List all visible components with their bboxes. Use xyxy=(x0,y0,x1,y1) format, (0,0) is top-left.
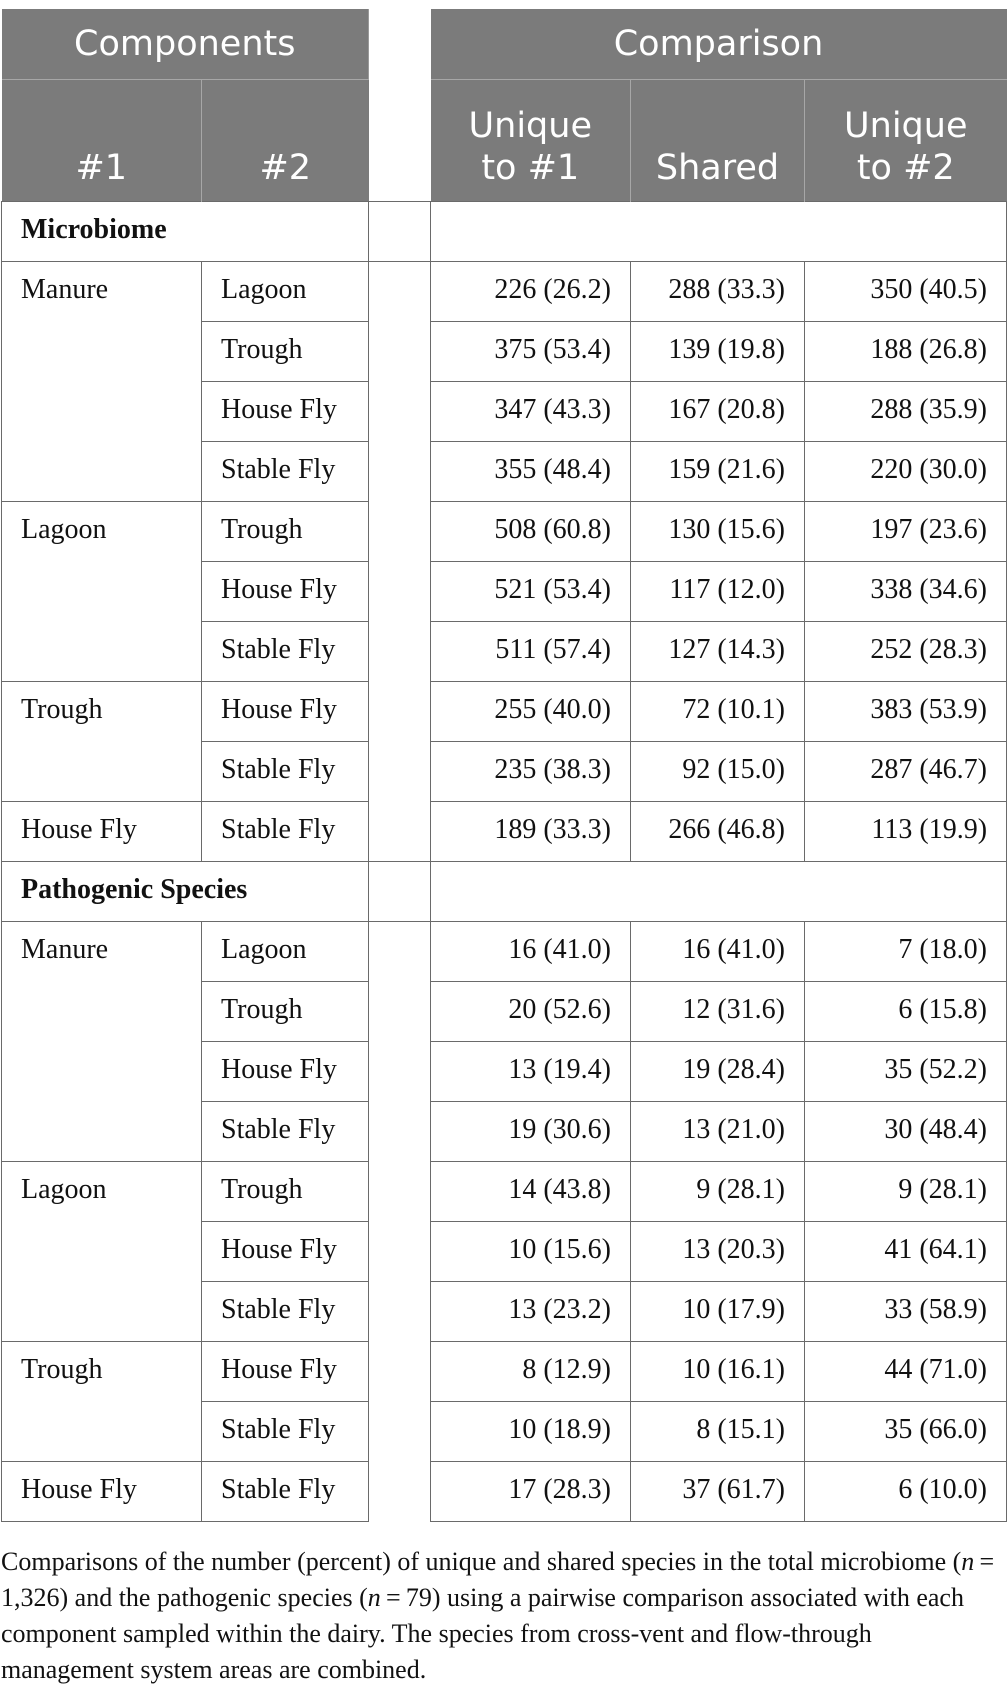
shared-cell: 8 (15.1) xyxy=(631,1402,805,1462)
unique-2-cell: 6 (15.8) xyxy=(805,982,1007,1042)
component-1-cell: Trough xyxy=(2,682,202,802)
unique-1-cell: 14 (43.8) xyxy=(431,1162,631,1222)
component-2-cell: House Fly xyxy=(202,382,369,442)
component-2-cell: House Fly xyxy=(202,1342,369,1402)
gap-cell xyxy=(369,742,431,802)
gap-cell xyxy=(369,922,431,982)
unique-2-cell: 188 (26.8) xyxy=(805,322,1007,382)
gap-cell xyxy=(369,562,431,622)
component-1-cell: Lagoon xyxy=(2,502,202,682)
unique-1-cell: 355 (48.4) xyxy=(431,442,631,502)
components-header: Components xyxy=(2,9,369,80)
component-2-cell: Trough xyxy=(202,502,369,562)
component-2-cell: House Fly xyxy=(202,562,369,622)
gap-cell xyxy=(369,622,431,682)
gap-cell xyxy=(369,1342,431,1402)
shared-cell: 159 (21.6) xyxy=(631,442,805,502)
component-1-cell: Lagoon xyxy=(2,1162,202,1342)
unique-2-cell: 7 (18.0) xyxy=(805,922,1007,982)
table-header xyxy=(2,9,1007,202)
unique-2-cell: 383 (53.9) xyxy=(805,682,1007,742)
shared-cell: 16 (41.0) xyxy=(631,922,805,982)
table-footnote xyxy=(1,1544,1001,1688)
gap-cell xyxy=(369,1462,431,1522)
unique-1-cell: 13 (23.2) xyxy=(431,1282,631,1342)
unique-2-cell: 350 (40.5) xyxy=(805,262,1007,322)
shared-cell: 9 (28.1) xyxy=(631,1162,805,1222)
shared-cell: 130 (15.6) xyxy=(631,502,805,562)
component-2-cell: Stable Fly xyxy=(202,742,369,802)
section-title: Pathogenic Species xyxy=(2,862,369,922)
shared-cell: 72 (10.1) xyxy=(631,682,805,742)
unique-2-cell: 220 (30.0) xyxy=(805,442,1007,502)
footnote-text-3: = 79) using a pairwise comparison associated with each component sampled within the dairy. The species from cross-vent and flow-through management system areas are combined. xyxy=(1,1583,964,1684)
table-row xyxy=(2,1342,1007,1402)
unique-1-cell: 375 (53.4) xyxy=(431,322,631,382)
component-1-cell: Manure xyxy=(2,262,202,502)
component-2-cell: House Fly xyxy=(202,682,369,742)
gap-cell xyxy=(369,1282,431,1342)
gap-cell xyxy=(369,382,431,442)
component-2-cell: Trough xyxy=(202,982,369,1042)
unique-2-cell: 30 (48.4) xyxy=(805,1102,1007,1162)
column-header-shared: Shared xyxy=(631,80,805,202)
column-header-unique-2 xyxy=(805,80,1007,202)
unique-1-cell: 10 (18.9) xyxy=(431,1402,631,1462)
component-2-cell: Stable Fly xyxy=(202,802,369,862)
shared-cell: 37 (61.7) xyxy=(631,1462,805,1522)
table-row xyxy=(2,1462,1007,1522)
unique2-line1: Unique xyxy=(844,106,968,146)
table-body xyxy=(2,202,1007,1522)
table-row xyxy=(2,502,1007,562)
shared-cell: 117 (12.0) xyxy=(631,562,805,622)
section-filler xyxy=(431,862,1007,922)
unique-2-cell: 113 (19.9) xyxy=(805,802,1007,862)
component-2-cell: Stable Fly xyxy=(202,442,369,502)
component-1-cell: House Fly xyxy=(2,1462,202,1522)
gap-cell xyxy=(369,202,431,262)
component-2-cell: Lagoon xyxy=(202,922,369,982)
component-2-cell: House Fly xyxy=(202,1042,369,1102)
component-2-cell: Trough xyxy=(202,322,369,382)
shared-cell: 10 (17.9) xyxy=(631,1282,805,1342)
unique-2-cell: 197 (23.6) xyxy=(805,502,1007,562)
unique-2-cell: 288 (35.9) xyxy=(805,382,1007,442)
component-2-cell: Stable Fly xyxy=(202,622,369,682)
gap-cell xyxy=(369,802,431,862)
table-container xyxy=(0,9,1007,1522)
unique-1-cell: 17 (28.3) xyxy=(431,1462,631,1522)
table-row xyxy=(2,802,1007,862)
component-2-cell: Stable Fly xyxy=(202,1462,369,1522)
shared-cell: 139 (19.8) xyxy=(631,322,805,382)
comparison-header: Comparison xyxy=(431,9,1007,80)
gap-cell xyxy=(369,1162,431,1222)
gap-cell xyxy=(369,1222,431,1282)
unique-1-cell: 521 (53.4) xyxy=(431,562,631,622)
column-header-2: #2 xyxy=(202,80,369,202)
unique-1-cell: 13 (19.4) xyxy=(431,1042,631,1102)
component-1-cell: House Fly xyxy=(2,802,202,862)
unique-1-cell: 8 (12.9) xyxy=(431,1342,631,1402)
unique-2-cell: 252 (28.3) xyxy=(805,622,1007,682)
unique-1-cell: 347 (43.3) xyxy=(431,382,631,442)
gap-cell xyxy=(369,1042,431,1102)
shared-cell: 288 (33.3) xyxy=(631,262,805,322)
unique-1-cell: 16 (41.0) xyxy=(431,922,631,982)
shared-cell: 12 (31.6) xyxy=(631,982,805,1042)
unique-1-cell: 511 (57.4) xyxy=(431,622,631,682)
unique-1-cell: 255 (40.0) xyxy=(431,682,631,742)
shared-cell: 13 (21.0) xyxy=(631,1102,805,1162)
gap-cell xyxy=(369,502,431,562)
unique-2-cell: 9 (28.1) xyxy=(805,1162,1007,1222)
component-1-cell: Trough xyxy=(2,1342,202,1462)
unique-1-cell: 235 (38.3) xyxy=(431,742,631,802)
gap-cell xyxy=(369,862,431,922)
shared-cell: 10 (16.1) xyxy=(631,1342,805,1402)
column-header-unique-1 xyxy=(431,80,631,202)
unique-2-cell: 33 (58.9) xyxy=(805,1282,1007,1342)
shared-cell: 167 (20.8) xyxy=(631,382,805,442)
unique-2-cell: 35 (66.0) xyxy=(805,1402,1007,1462)
comparison-table xyxy=(1,9,1007,1522)
footnote-text-1: Comparisons of the number (percent) of unique and shared species in the total microbiome ( xyxy=(1,1547,962,1576)
unique-1-cell: 19 (30.6) xyxy=(431,1102,631,1162)
gap-cell xyxy=(369,442,431,502)
unique-1-cell: 20 (52.6) xyxy=(431,982,631,1042)
unique-2-cell: 44 (71.0) xyxy=(805,1342,1007,1402)
unique2-line2: to #2 xyxy=(856,148,955,188)
unique-2-cell: 338 (34.6) xyxy=(805,562,1007,622)
shared-cell: 13 (20.3) xyxy=(631,1222,805,1282)
unique1-line2: to #1 xyxy=(481,148,580,188)
component-2-cell: Trough xyxy=(202,1162,369,1222)
gap-cell xyxy=(369,982,431,1042)
component-2-cell: Stable Fly xyxy=(202,1282,369,1342)
gap-cell xyxy=(369,262,431,322)
column-header-1: #1 xyxy=(2,80,202,202)
section-row xyxy=(2,202,1007,262)
unique-1-cell: 189 (33.3) xyxy=(431,802,631,862)
unique-2-cell: 35 (52.2) xyxy=(805,1042,1007,1102)
unique-2-cell: 287 (46.7) xyxy=(805,742,1007,802)
shared-cell: 266 (46.8) xyxy=(631,802,805,862)
unique-2-cell: 41 (64.1) xyxy=(805,1222,1007,1282)
header-gap xyxy=(369,9,431,202)
gap-cell xyxy=(369,322,431,382)
unique-1-cell: 10 (15.6) xyxy=(431,1222,631,1282)
gap-cell xyxy=(369,1102,431,1162)
table-row xyxy=(2,1162,1007,1222)
section-row xyxy=(2,862,1007,922)
unique-2-cell: 6 (10.0) xyxy=(805,1462,1007,1522)
unique-1-cell: 508 (60.8) xyxy=(431,502,631,562)
shared-cell: 92 (15.0) xyxy=(631,742,805,802)
component-2-cell: Stable Fly xyxy=(202,1102,369,1162)
shared-cell: 19 (28.4) xyxy=(631,1042,805,1102)
table-row xyxy=(2,922,1007,982)
unique-1-cell: 226 (26.2) xyxy=(431,262,631,322)
component-2-cell: Stable Fly xyxy=(202,1402,369,1462)
shared-cell: 127 (14.3) xyxy=(631,622,805,682)
unique1-line1: Unique xyxy=(468,106,592,146)
section-filler xyxy=(431,202,1007,262)
component-1-cell: Manure xyxy=(2,922,202,1162)
gap-cell xyxy=(369,1402,431,1462)
footnote-n-symbol: n xyxy=(367,1583,381,1612)
gap-cell xyxy=(369,682,431,742)
section-title: Microbiome xyxy=(2,202,369,262)
table-row xyxy=(2,262,1007,322)
table-row xyxy=(2,682,1007,742)
component-2-cell: Lagoon xyxy=(202,262,369,322)
footnote-text-2: = 1,326) and the pathogenic species ( xyxy=(1,1547,1000,1612)
component-2-cell: House Fly xyxy=(202,1222,369,1282)
footnote-n-symbol: n xyxy=(961,1547,975,1576)
